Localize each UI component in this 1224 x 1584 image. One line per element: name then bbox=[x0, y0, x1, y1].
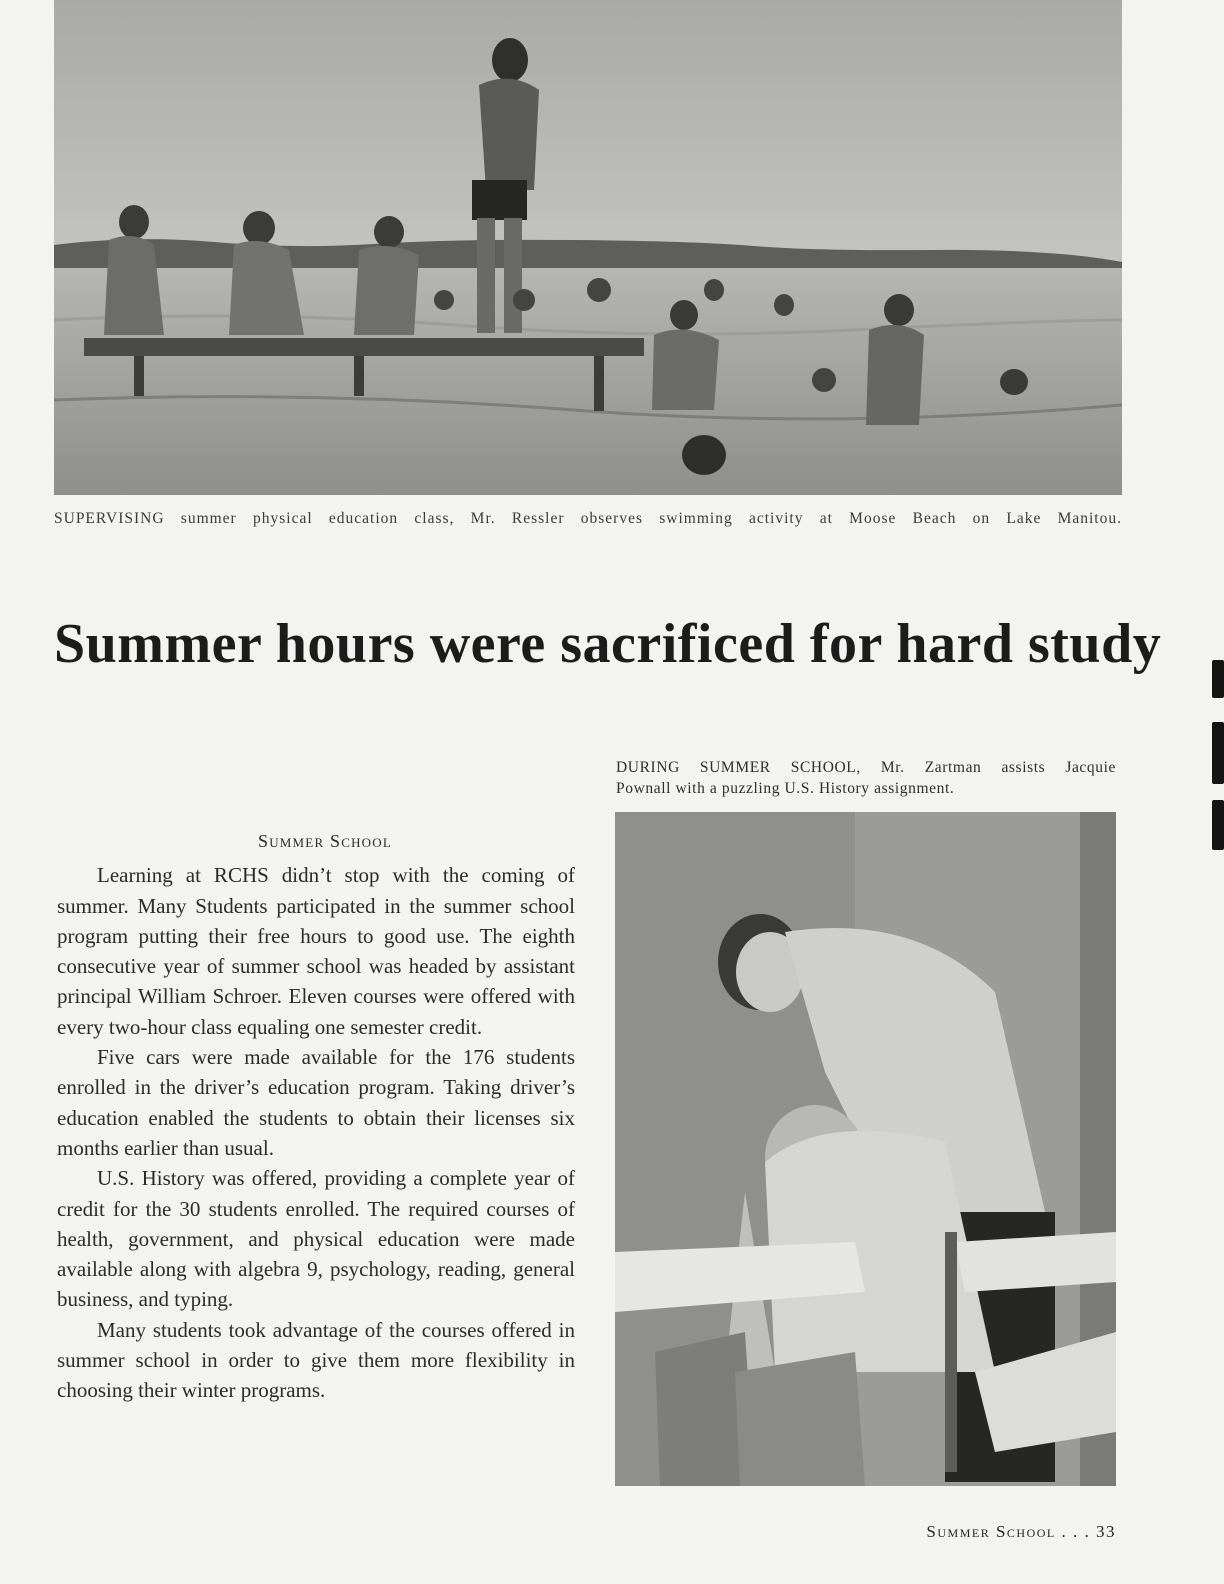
edge-mark bbox=[1212, 800, 1224, 850]
classroom-photo bbox=[615, 812, 1116, 1486]
swimming-photo-caption: SUPERVISING summer physical education class, Mr. Ressler observes swimming activity at Moose Beach on Lake Manitou. bbox=[54, 510, 1122, 527]
edge-mark bbox=[1212, 660, 1224, 698]
article-paragraph: Five cars were made available for the 176 students enrolled in the driver’s education program. Taking driver’s education enabled the students to obtain their licenses six months earlier than usual. bbox=[57, 1045, 575, 1160]
page-footer bbox=[926, 1522, 1116, 1542]
page-headline: Summer hours were sacrificed for hard study bbox=[54, 613, 1162, 675]
classroom-photo-caption bbox=[616, 757, 1116, 799]
article-body bbox=[57, 826, 575, 1406]
page-number: 33 bbox=[1096, 1522, 1116, 1541]
footer-section-name: Summer School bbox=[926, 1522, 1056, 1541]
caption-line-2: Pownall with a puzzling U.S. History assignment. bbox=[616, 780, 955, 797]
article-paragraph: Learning at RCHS didn’t stop with the coming of summer. Many Students participated in the summer school program putting their free hours to good use. The eighth consecutive year of summer school was headed by assistant principal William Schroer. Eleven courses were offered with every two-hour class equaling one semester credit. bbox=[57, 863, 575, 1039]
edge-mark bbox=[1212, 722, 1224, 784]
footer-separator: . . . bbox=[1061, 1522, 1091, 1541]
caption-line-1: DURING SUMMER SCHOOL, Mr. Zartman assists Jacquie bbox=[616, 759, 1116, 776]
section-heading: Summer School bbox=[257, 831, 393, 851]
article-paragraph: Many students took advantage of the courses offered in summer school in order to give them more flexibility in choosing their winter programs. bbox=[57, 1317, 575, 1403]
swimming-photo bbox=[54, 0, 1122, 495]
article-paragraph: U.S. History was offered, providing a complete year of credit for the 30 students enrolled. The required courses of health, government, and physical education were made available along with algebra 9, psychology, reading, general business, and typing. bbox=[57, 1166, 575, 1312]
